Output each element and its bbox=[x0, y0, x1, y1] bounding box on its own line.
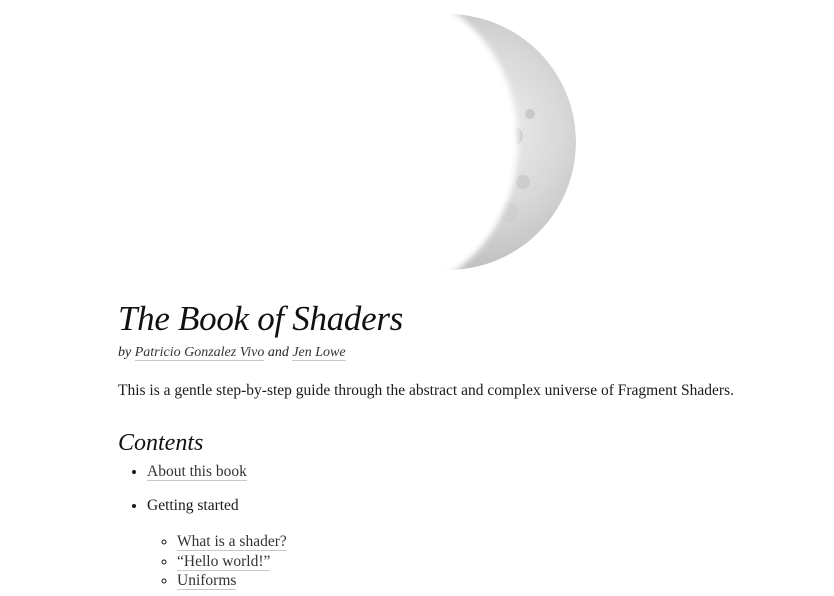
page-title: The Book of Shaders bbox=[118, 299, 403, 338]
author-link-jen[interactable]: Jen Lowe bbox=[292, 345, 346, 360]
crescent-moon-icon bbox=[318, 12, 578, 272]
toc-link-what-is-a-shader[interactable]: What is a shader? bbox=[177, 533, 287, 550]
toc-item-about bbox=[147, 462, 818, 482]
list-item bbox=[177, 571, 818, 591]
toc-section-getting-started: Getting started bbox=[147, 497, 239, 514]
contents-heading: Contents bbox=[118, 430, 204, 456]
toc-item-getting-started bbox=[147, 496, 818, 591]
getting-started-sublist bbox=[147, 532, 818, 591]
intro-text: This is a gentle step-by-step guide through the abstract and complex universe of Fragment Shaders. bbox=[118, 382, 734, 399]
table-of-contents bbox=[118, 462, 818, 591]
list-item bbox=[177, 552, 818, 572]
list-item bbox=[177, 532, 818, 552]
author-link-patricio[interactable]: Patricio Gonzalez Vivo bbox=[134, 345, 265, 360]
byline-prefix: by bbox=[118, 345, 132, 360]
toc-link-hello-world[interactable]: “Hello world!” bbox=[177, 552, 271, 570]
toc-link-about-this-book[interactable]: About this book bbox=[147, 463, 247, 480]
main-content bbox=[118, 296, 818, 596]
toc-link-uniforms[interactable]: Uniforms bbox=[177, 572, 237, 589]
crescent-moon-image bbox=[318, 12, 578, 272]
byline-join: and bbox=[267, 345, 289, 360]
byline bbox=[118, 344, 818, 362]
